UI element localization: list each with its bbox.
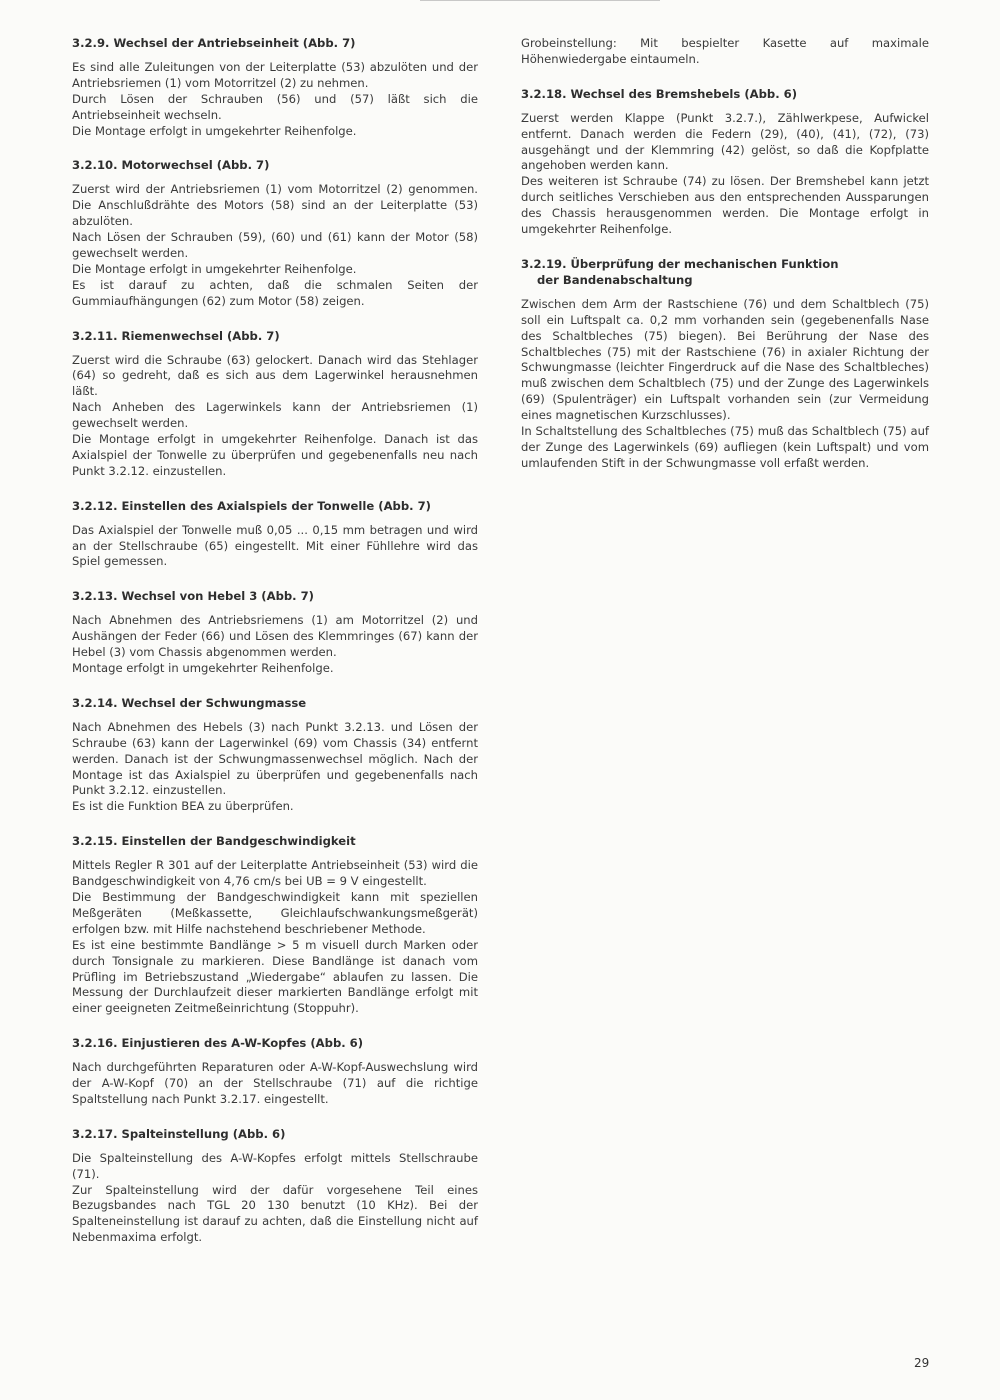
paragraph: Zur Spalteinstellung wird der dafür vorgesehene Teil eines Bezugsbandes nach TGL 20 130 benutzt (10 KHz). Bei der Spalteneinstellung ist darauf zu achten, daß die Einstellung nicht auf Nebenmaxima erfolgt. xyxy=(72,1182,478,1245)
section-heading xyxy=(72,499,478,515)
paragraph: Zuerst wird die Schraube (63) gelockert. Danach wird das Stehlager (64) so gedreht, daß es sich aus dem Lagerwinkel herausnehmen läßt. xyxy=(72,352,478,399)
continued-text xyxy=(521,36,929,68)
section xyxy=(72,36,478,139)
section-heading xyxy=(521,257,929,289)
paragraph: Es ist darauf zu achten, daß die schmalen Seiten der Gummiaufhängungen (62) zum Motor (58) zeigen. xyxy=(72,277,478,308)
section xyxy=(72,589,478,677)
section-heading-text: 3.2.15. Einstellen der Bandgeschwindigkeit xyxy=(72,834,356,849)
paragraph: Es ist die Funktion BEA zu überprüfen. xyxy=(72,799,294,814)
section xyxy=(72,1036,478,1108)
paragraph: Nach durchgeführten Reparaturen oder A-W-Kopf-Auswechslung wird der A-W-Kopf (70) an der Stellschraube (71) auf die richtige Spaltstellung nach Punkt 3.2.17. eingestellt. xyxy=(72,1060,478,1106)
section xyxy=(72,834,478,1017)
paragraph: Nach Abnehmen des Antriebsriemens (1) am Motorritzel (2) und Aushängen der Feder (66) und Lösen des Klemmringes (67) kann der Hebel (3) vom Chassis abgenommen werden. xyxy=(72,613,478,660)
section-heading-text: 3.2.17. Spalteinstellung (Abb. 6) xyxy=(72,1126,286,1141)
section-heading xyxy=(72,696,478,712)
paragraph: In Schaltstellung des Schaltbleches (75) muß das Schaltblech (75) auf der Zunge des Lagerwinkels (69) aufliegen (kein Luftspalt) und vom umlaufenden Stift in der Schwungmasse voll erfaßt werden. xyxy=(521,424,929,470)
paragraph: Mittels Regler R 301 auf der Leiterplatte Antriebseinheit (53) wird die Bandgeschwindigkeit von 4,76 cm/s bei UB = 9 V eingestellt. xyxy=(72,858,478,889)
section-heading-text: 3.2.12. Einstellen des Axialspiels der Tonwelle (Abb. 7) xyxy=(72,498,431,513)
paragraph: Die Bestimmung der Bandgeschwindigkeit kann mit speziellen Meßgeräten (Meßkassette, Gleichlaufschwankungsmeßgerät) erfolgen bzw. mit Hilfe nachstehend beschriebener Methode. xyxy=(72,889,478,936)
section-heading-text: 3.2.16. Einjustieren des A-W-Kopfes (Abb. 6) xyxy=(72,1036,364,1051)
paragraph: Montage erfolgt in umgekehrter Reihenfolge. xyxy=(72,661,334,675)
paragraph: Nach Abnehmen des Hebels (3) nach Punkt 3.2.13. und Lösen der Schraube (63) kann der Lagerwinkel (69) vom Chassis (34) entfernt werden. Danach ist der Schwungmassenwechsel möglich. Nach der Montage ist das Axialspiel zu überprüfen und gegebenenfalls nach Punkt 3.2.12. einzustellen. xyxy=(72,719,478,798)
section-heading xyxy=(72,36,478,52)
section xyxy=(521,257,929,472)
section xyxy=(521,87,929,238)
section-heading xyxy=(72,158,478,174)
section-heading-text: 3.2.18. Wechsel des Bremshebels (Abb. 6) xyxy=(521,86,798,101)
paragraph: Die Spalteinstellung des A-W-Kopfes erfolgt mittels Stellschraube (71). xyxy=(72,1150,478,1181)
section-heading xyxy=(72,329,478,345)
paragraph: Die Montage erfolgt in umgekehrter Reihenfolge. Danach ist das Axialspiel der Tonwelle zu überprüfen und gegebenenfalls neu nach Punkt 3.2.12. einzustellen. xyxy=(72,432,478,478)
paragraph: Das Axialspiel der Tonwelle muß 0,05 ... 0,15 mm betragen und wird an der Stellschraube (65) eingestellt. Mit einer Fühllehre wird das Spiel gemessen. xyxy=(72,522,478,569)
paragraph: Zuerst wird der Antriebsriemen (1) vom Motorritzel (2) genommen. Die Anschlußdrähte des Motors (58) sind an der Leiterplatte (53) abzulöten. xyxy=(72,182,478,229)
right-column xyxy=(521,36,929,491)
section-heading-text: 3.2.11. Riemenwechsel (Abb. 7) xyxy=(72,328,280,343)
section-heading xyxy=(72,1036,478,1052)
paragraph: Die Montage erfolgt in umgekehrter Reihenfolge. xyxy=(72,123,357,138)
left-column xyxy=(72,36,478,1265)
section-heading-text: 3.2.14. Wechsel der Schwungmasse xyxy=(72,695,307,710)
section xyxy=(72,1127,478,1246)
section xyxy=(72,696,478,815)
page-number: 29 xyxy=(914,1356,930,1370)
paragraph: Nach Lösen der Schrauben (59), (60) und (61) kann der Motor (58) gewechselt werden. xyxy=(72,230,478,260)
section-heading-line2: der Bandenabschaltung xyxy=(537,272,693,287)
paragraph: Es sind alle Zuleitungen von der Leiterplatte (53) abzulöten und der Antriebsriemen (1) vom Motorritzel (2) zu nehmen. xyxy=(72,59,478,90)
right-sections xyxy=(521,87,929,472)
paragraph: Es ist eine bestimmte Bandlänge > 5 m visuell durch Marken oder durch Tonsignale zu markieren. Diese Bandlänge ist danach vom Prüfling im Betriebszustand „Wiedergabe“ ablaufen zu lassen. Die Messung der Durchlaufzeit dieser markierten Bandlänge erfolgt mit einer geeigneten Zeitmeßeinrichtung (Stoppuhr). xyxy=(72,937,478,1016)
paragraph: Durch Lösen der Schrauben (56) und (57) läßt sich die Antriebseinheit wechseln. xyxy=(72,91,478,122)
paragraph: Grobeinstellung: Mit bespielter Kasette auf maximale Höhenwiedergabe eintaumeln. xyxy=(521,36,929,66)
paragraph: Zuerst werden Klappe (Punkt 3.2.7.), Zählwerkpese, Aufwickel entfernt. Danach werden die Federn (29), (40), (41), (72), (73) ausgehängt und der Klemmring (42) gelöst, so daß die Kopfplatte angehoben werden kann. xyxy=(521,110,929,173)
section-heading-text: 3.2.13. Wechsel von Hebel 3 (Abb. 7) xyxy=(72,589,314,604)
section xyxy=(72,499,478,571)
section xyxy=(72,158,478,309)
paragraph: Die Montage erfolgt in umgekehrter Reihenfolge. xyxy=(72,261,357,276)
section-heading-text: 3.2.19. Überprüfung der mechanischen Funktion xyxy=(521,256,839,271)
section xyxy=(72,329,478,480)
section-heading xyxy=(72,589,478,605)
section-heading xyxy=(72,1127,478,1143)
section-heading xyxy=(521,87,929,103)
section-heading-text: 3.2.10. Motorwechsel (Abb. 7) xyxy=(72,158,270,173)
section-heading-text: 3.2.9. Wechsel der Antriebseinheit (Abb. 7) xyxy=(72,36,356,50)
paragraph: Des weiteren ist Schraube (74) zu lösen. Der Bremshebel kann jetzt durch seitliches Verschieben aus den entsprechenden Aussparungen des Chassis herausgenommen werden. Die Montage erfolgt in umgekehrter Reihenfolge. xyxy=(521,174,929,237)
paragraph: Zwischen dem Arm der Rastschiene (76) und dem Schaltblech (75) soll ein Luftspalt ca. 0,2 mm vorhanden sein (gegebenenfalls Nase des Schaltbleches (75) biegen). Bei Berührung der Nase des Schaltbleches (75) mit der Rastschiene (76) in axialer Richtung der Schwungmasse (leichter Fingerdruck auf die Nase des Schaltbleches) muß zwischen dem Schaltblech (75) und der Zunge des Lagerwinkels (69) (Spulenträger) ein Luftspalt vorhanden sein (zur Vermeidung eines magnetischen Kurzschlusses). xyxy=(521,296,929,423)
section-heading xyxy=(72,834,478,850)
paragraph: Nach Anheben des Lagerwinkels kann der Antriebsriemen (1) gewechselt werden. xyxy=(72,400,478,431)
top-rule xyxy=(420,0,660,1)
